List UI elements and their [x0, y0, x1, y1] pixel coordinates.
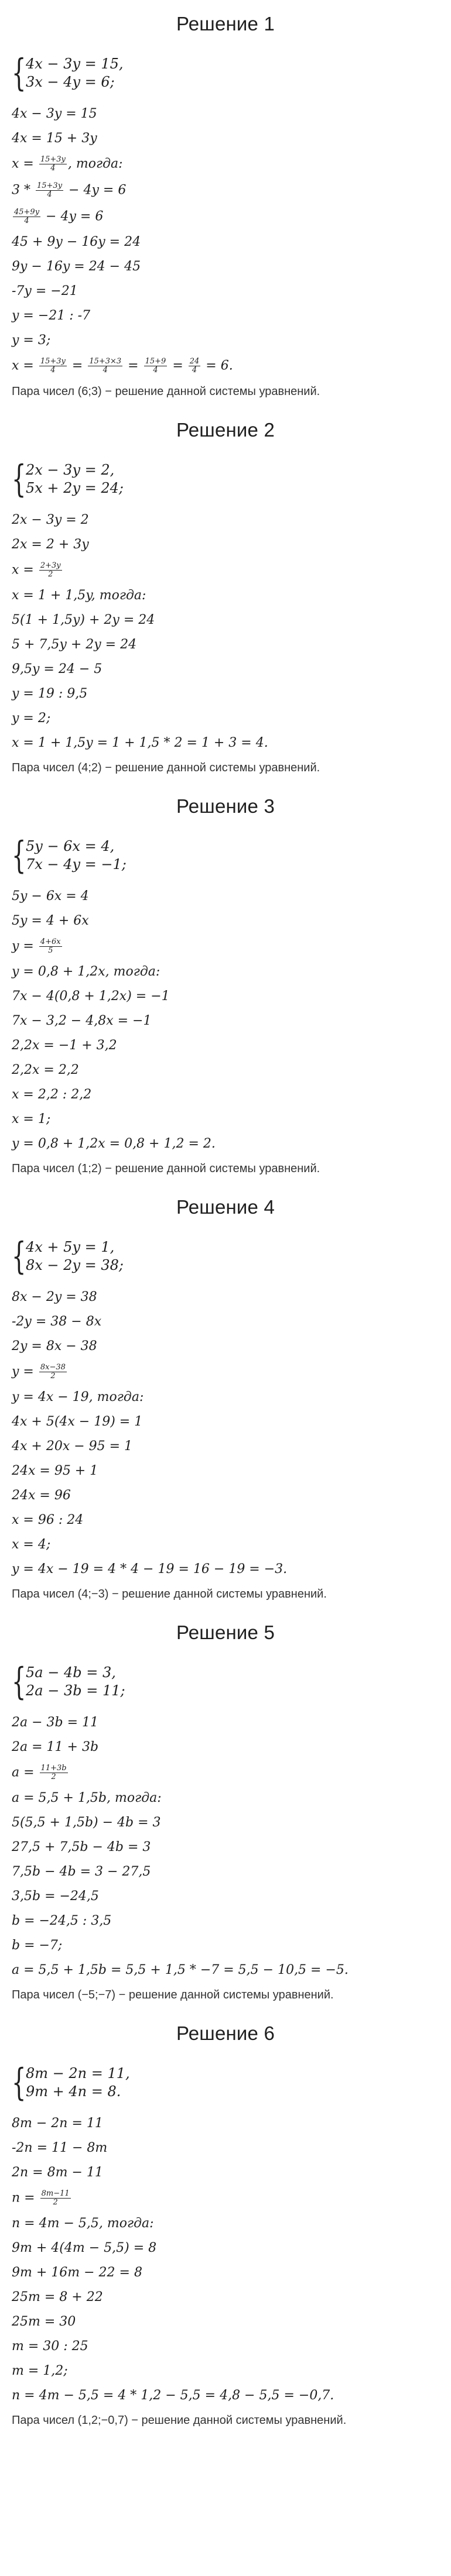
equation-system [12, 458, 443, 501]
solution-step [12, 358, 443, 375]
solution-step: y = 0,8 + 1,2x, тогда: [12, 964, 160, 979]
fraction-denominator: 2 [53, 2198, 58, 2207]
fraction-numerator: 15+3y [36, 181, 63, 190]
system-equations [26, 55, 124, 91]
solution-step: 5y = 4 + 6x [12, 913, 89, 928]
solution-step: 2x − 3y = 2 [12, 513, 89, 527]
fraction-numerator: 4+6x [40, 937, 61, 946]
fraction [39, 358, 67, 375]
solution-step: 8m − 2n = 11 [12, 2116, 103, 2131]
solution-answer: Пара чисел (4;−3) − решение данной системы уравнений. [12, 1588, 327, 1600]
page [0, 13, 451, 2471]
solution-step [12, 208, 443, 225]
solution-step: 2a − 3b = 11 [12, 1715, 99, 1730]
equation-system [12, 1235, 443, 1278]
solution-section [0, 795, 451, 1176]
fraction [39, 156, 67, 173]
fraction-numerator: 8m−11 [41, 2189, 70, 2198]
step-text: a = [12, 1765, 39, 1780]
fraction-denominator: 2 [50, 1372, 56, 1380]
solution-step: y = 4x − 19, тогда: [12, 1390, 144, 1404]
step-text: 3 * [12, 183, 35, 198]
fraction [88, 358, 122, 375]
solution-answer: Пара чисел (6;3) − решение данной системы уравнений. [12, 385, 320, 398]
solution-step [12, 156, 443, 173]
brace-icon: { [12, 2061, 26, 2104]
solution-step: x = 1 + 1,5y, тогда: [12, 588, 146, 603]
solution-step [12, 1363, 443, 1380]
solution-answer: Пара чисел (−5;−7) − решение данной системы уравнений. [12, 1988, 334, 2001]
fraction [39, 562, 62, 579]
brace-icon: { [12, 834, 26, 877]
solution-step: y = 19 : 9,5 [12, 686, 88, 701]
fraction [144, 358, 168, 375]
equation-system [12, 2061, 443, 2104]
solution-step: 2n = 8m − 11 [12, 2165, 103, 2180]
solution-step: 2a = 11 + 3b [12, 1740, 99, 1754]
fraction-numerator: 24 [189, 357, 200, 366]
system-equation: 5y − 6x = 4, [26, 838, 115, 854]
fraction-numerator: 8x−38 [40, 1363, 66, 1372]
solution-step [12, 182, 443, 199]
solution-step: 4x + 20x − 95 = 1 [12, 1439, 133, 1454]
solution-step: x = 1 + 1,5y = 1 + 1,5 * 2 = 1 + 3 = 4. [12, 736, 268, 750]
brace-icon: { [12, 1660, 26, 1703]
system-equation: 3x − 4y = 6; [26, 74, 115, 90]
solution-answer: Пара чисел (1,2;−0,7) − решение данной системы уравнений. [12, 2414, 347, 2427]
system-equation: 2x − 3y = 2, [26, 462, 115, 478]
fraction-numerator: 45+9y [14, 208, 40, 217]
solution-title: Решение 4 [176, 1196, 275, 1218]
brace-icon: { [12, 51, 26, 95]
solution-step: x = 2,2 : 2,2 [12, 1087, 92, 1102]
equation-system [12, 51, 443, 95]
fraction-numerator: 15+3y [40, 357, 66, 366]
solution-section [0, 419, 451, 775]
system-equation: 2a − 3b = 11; [26, 1682, 125, 1699]
solution-step: 45 + 9y − 16y = 24 [12, 235, 141, 249]
solution-step [12, 1764, 443, 1781]
system-equation: 4x − 3y = 15, [26, 56, 124, 72]
fraction-denominator: 4 [153, 366, 158, 375]
solution-title: Решение 5 [176, 1622, 275, 1643]
step-text: y = [12, 939, 38, 954]
solution-step: 7x − 3,2 − 4,8x = −1 [12, 1014, 152, 1028]
solution-section [0, 1622, 451, 2003]
solution-step: 5y − 6x = 4 [12, 889, 89, 904]
fraction-denominator: 4 [102, 366, 108, 375]
step-text: = [168, 358, 187, 373]
fraction-denominator: 2 [48, 570, 53, 579]
solution-title: Решение 3 [176, 795, 275, 817]
solution-step: 4x = 15 + 3y [12, 131, 97, 146]
solution-step: 25m = 30 [12, 2314, 76, 2329]
solution-step: 7x − 4(0,8 + 1,2x) = −1 [12, 989, 170, 1004]
fraction-numerator: 15+9 [145, 357, 166, 366]
step-text: − 4y = 6 [64, 183, 127, 198]
solution-step: a = 5,5 + 1,5b, тогда: [12, 1791, 162, 1805]
solution-step: y = −21 : -7 [12, 308, 91, 323]
solution-step: x = 4; [12, 1537, 51, 1552]
step-text: = [67, 358, 87, 373]
solution-step: 2,2x = 2,2 [12, 1063, 79, 1077]
solution-step: 25m = 8 + 22 [12, 2290, 103, 2304]
system-equation: 5a − 4b = 3, [26, 1664, 116, 1681]
system-equation: 5x + 2y = 24; [26, 480, 124, 496]
solution-step: 2,2x = −1 + 3,2 [12, 1038, 117, 1053]
solution-step [12, 562, 443, 579]
fraction-numerator: 15+3×3 [89, 357, 122, 366]
solution-step [12, 938, 443, 955]
system-equation: 4x + 5y = 1, [26, 1239, 115, 1255]
solution-step: b = −7; [12, 1938, 63, 1953]
solution-step: b = −24,5 : 3,5 [12, 1914, 112, 1928]
fraction-denominator: 4 [50, 366, 56, 375]
system-equation: 8x − 2y = 38; [26, 1257, 124, 1273]
brace-icon: { [12, 458, 26, 501]
solution-step: x = 96 : 24 [12, 1513, 84, 1527]
solution-answer: Пара чисел (4;2) − решение данной системы уравнений. [12, 761, 320, 774]
solution-step: -2n = 11 − 8m [12, 2141, 108, 2155]
solution-step: n = 4m − 5,5 = 4 * 1,2 − 5,5 = 4,8 − 5,5 = −0,7. [12, 2388, 334, 2403]
system-equation: 7x − 4y = −1; [26, 856, 127, 873]
solution-step: 9,5y = 24 − 5 [12, 662, 102, 676]
brace-icon: { [12, 1235, 26, 1278]
step-text: = 6. [201, 358, 233, 373]
solution-step: m = 1,2; [12, 2364, 68, 2378]
solution-step: m = 30 : 25 [12, 2339, 88, 2354]
solution-step: 27,5 + 7,5b − 4b = 3 [12, 1840, 151, 1854]
solution-step: a = 5,5 + 1,5b = 5,5 + 1,5 * −7 = 5,5 − 10,5 = −5. [12, 1963, 348, 1977]
system-equation: 8m − 2n = 11, [26, 2065, 130, 2082]
system-equations [26, 1664, 125, 1700]
fraction [39, 1363, 67, 1380]
solution-step: -2y = 38 − 8x [12, 1314, 102, 1329]
solution-step: y = 4x − 19 = 4 * 4 − 19 = 16 − 19 = −3. [12, 1562, 288, 1576]
fraction [39, 938, 62, 955]
system-equations [26, 461, 124, 497]
solution-step [12, 2190, 443, 2207]
solution-step: 7,5b − 4b = 3 − 27,5 [12, 1864, 151, 1879]
solution-section [0, 13, 451, 399]
fraction [36, 182, 63, 199]
step-text: n = [12, 2190, 39, 2206]
solution-section [0, 2022, 451, 2428]
fraction-denominator: 4 [50, 164, 56, 173]
solution-title: Решение 6 [176, 2022, 275, 2044]
solution-step: 8x − 2y = 38 [12, 1290, 97, 1304]
equation-system [12, 1660, 443, 1703]
solution-step: 9m + 4(4m − 5,5) = 8 [12, 2241, 157, 2255]
fraction-numerator: 11+3b [40, 1764, 67, 1773]
fraction-denominator: 2 [51, 1773, 56, 1781]
fraction [13, 208, 40, 225]
solution-step: n = 4m − 5,5, тогда: [12, 2216, 154, 2231]
solution-step: 2x = 2 + 3y [12, 537, 89, 552]
solution-title: Решение 2 [176, 419, 275, 441]
system-equations [26, 2065, 130, 2101]
fraction-denominator: 4 [24, 217, 29, 225]
step-text: − 4y = 6 [42, 209, 104, 224]
solution-step: 24x = 96 [12, 1488, 71, 1503]
solution-step: y = 2; [12, 711, 51, 726]
solution-step: -7y = −21 [12, 284, 78, 298]
solution-answer: Пара чисел (1;2) − решение данной системы уравнений. [12, 1162, 320, 1175]
solution-step: 5(5,5 + 1,5b) − 4b = 3 [12, 1815, 161, 1830]
solution-step: 2y = 8x − 38 [12, 1339, 97, 1354]
system-equations [26, 1238, 124, 1275]
step-text: , тогда: [67, 156, 123, 171]
fraction-numerator: 2+3y [40, 561, 61, 570]
fraction-numerator: 15+3y [40, 155, 66, 164]
step-text: x = [12, 156, 38, 171]
solution-step: y = 0,8 + 1,2x = 0,8 + 1,2 = 2. [12, 1136, 216, 1151]
fraction-denominator: 4 [47, 190, 52, 199]
solution-step: 24x = 95 + 1 [12, 1464, 98, 1478]
solution-step: 4x − 3y = 15 [12, 107, 97, 121]
fraction [189, 358, 201, 375]
fraction [40, 2190, 71, 2207]
solution-step: x = 1; [12, 1112, 51, 1126]
solution-step: 5(1 + 1,5y) + 2y = 24 [12, 613, 155, 627]
solution-step: 4x + 5(4x − 19) = 1 [12, 1414, 143, 1429]
equation-system [12, 834, 443, 877]
solution-step: 9m + 16m − 22 = 8 [12, 2265, 142, 2280]
system-equation: 9m + 4n = 8. [26, 2083, 121, 2100]
solution-step: 3,5b = −24,5 [12, 1889, 99, 1904]
fraction-denominator: 4 [192, 366, 197, 375]
solution-step: 5 + 7,5y + 2y = 24 [12, 637, 137, 652]
solution-section [0, 1196, 451, 1602]
solution-step: y = 3; [12, 333, 51, 348]
step-text: x = [12, 562, 38, 578]
fraction [40, 1764, 68, 1781]
step-text: x = [12, 358, 38, 373]
solution-title: Решение 1 [176, 13, 275, 35]
step-text: = [124, 358, 143, 373]
system-equations [26, 837, 127, 874]
step-text: y = [12, 1364, 38, 1379]
solution-step: 9y − 16y = 24 − 45 [12, 259, 141, 274]
fraction-denominator: 5 [48, 946, 53, 955]
